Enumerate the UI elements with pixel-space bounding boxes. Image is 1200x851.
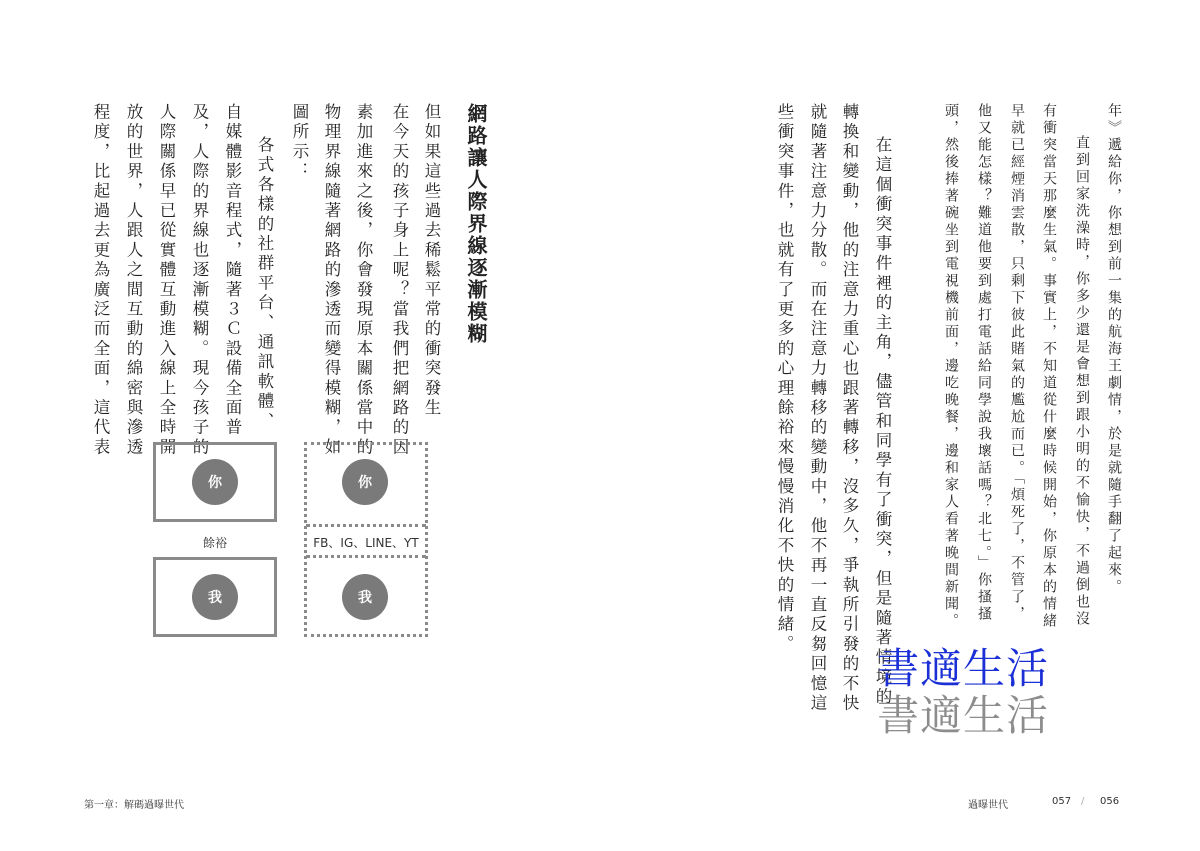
body-column: 人際關係早已從實體互動進入線上全時開 xyxy=(157,103,176,458)
book-title-footer: 過曝世代 xyxy=(968,800,1008,811)
body-column: 及，人際的界線也逐漸模糊。現今孩子的 xyxy=(190,103,209,458)
body-column: 在今天的孩子身上呢？當我們把網路的因 xyxy=(390,103,409,458)
me-circle: 我 xyxy=(342,574,388,620)
body-column: 素加進來之後，你會發現原本關係當中的 xyxy=(354,103,373,458)
page-separator: / xyxy=(1081,796,1085,807)
platforms-label: FB、IG、LINE、YT xyxy=(313,536,419,550)
body-column: 轉換和變動，他的注意力重心也跟著轉移，沒多久，爭執所引發的不快 xyxy=(840,103,859,714)
body-column: 就隨著注意力分散。而在注意力轉移的變動中，他不再一直反芻回憶這 xyxy=(808,103,827,714)
body-column: 在這個衝突事件裡的主角，儘管和同學有了衝突，但是隨著情境的 xyxy=(873,136,892,708)
publisher-watermark: 書適生活 xyxy=(877,644,1050,693)
body-column: 些衝突事件，也就有了更多的心理餘裕來慢慢消化不快的情緒。 xyxy=(775,103,794,655)
body-column: 有衝突當天那麼生氣。事實上，不知道從什麼時候開始，你原本的情緒 xyxy=(1041,103,1057,630)
body-column: 直到回家洗澡時，你多少還是會想到跟小明的不愉快，不過倒也沒 xyxy=(1074,135,1090,628)
body-column: 頭，然後捧著碗坐到電視機前面，邊吃晚餐，邊和家人看著晚間新聞。 xyxy=(943,103,959,630)
dotted-divider xyxy=(306,555,426,558)
you-circle: 你 xyxy=(342,459,388,505)
body-column: 他又能怎樣？難道他要到處打電話給同學說我壞話嗎？北七。」你搔搔 xyxy=(976,103,992,623)
section-heading: 網路讓人際界線逐漸模糊 xyxy=(464,103,488,345)
body-column: 物理界線隨著網路的滲透而變得模糊，如 xyxy=(322,103,341,458)
me-circle: 我 xyxy=(192,574,238,620)
body-column: 各式各樣的社群平台、通訊軟體、 xyxy=(255,136,274,432)
body-column: 放的世界，人跟人之間互動的綿密與滲透 xyxy=(124,103,143,458)
you-circle: 你 xyxy=(192,459,238,505)
body-column: 早就已經煙消雲散，只剩下彼此賭氣的尷尬而已。「煩死了，不管了， xyxy=(1009,103,1025,623)
body-column: 但如果這些過去稀鬆平常的衝突發生 xyxy=(422,103,441,419)
dotted-divider xyxy=(306,524,426,527)
page-number: 057 xyxy=(1052,796,1072,807)
page-number: 056 xyxy=(1100,796,1120,807)
body-column: 圖所示： xyxy=(290,103,309,182)
publisher-watermark-shadow: 書適生活 xyxy=(877,691,1050,740)
chapter-footer: 第一章：解碼過曝世代 xyxy=(84,800,184,811)
body-column: 年》遞給你，你想到前一集的航海王劇情，於是就隨手翻了起來。 xyxy=(1106,103,1122,596)
margin-label: 餘裕 xyxy=(202,536,227,550)
body-column: 自媒體影音程式，隨著３Ｃ設備全面普 xyxy=(223,103,242,438)
body-column: 程度，比起過去更為廣泛而全面，這代表 xyxy=(91,103,110,458)
